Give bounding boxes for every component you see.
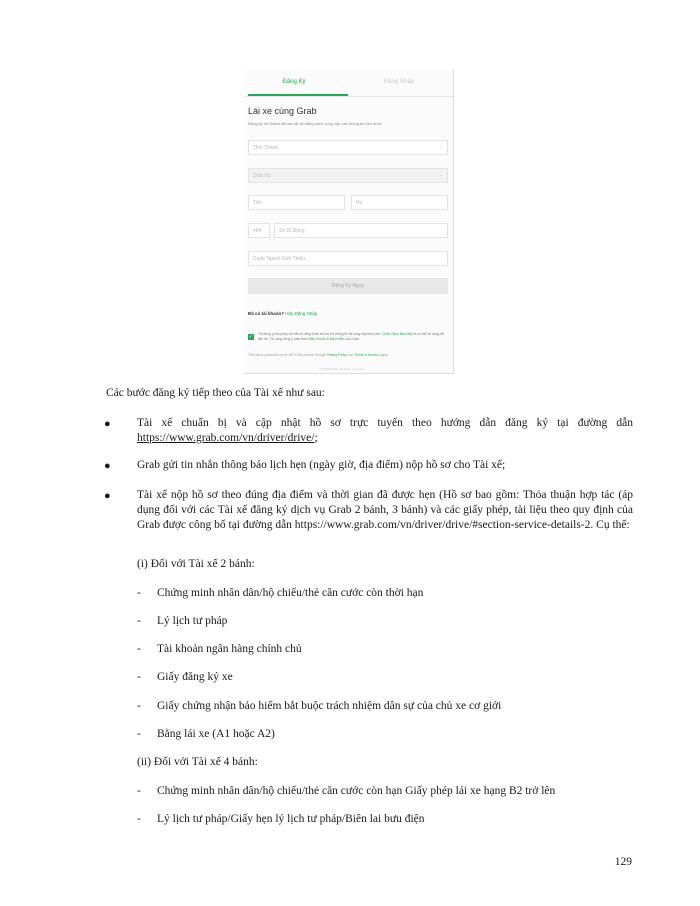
referral-placeholder: Code Người Giới Thiệu: [253, 256, 306, 262]
step-3: Tài xế nộp hồ sơ theo đúng địa điểm và thời gian đã được hẹn (Hồ sơ bao gồm: Thỏa thuận hợp tác (áp dụng đối với các Tài xế đăng ký dịch vụ Grab 2 bánh, 3 bánh) và các giấy phép, tài liệu theo quy định của Grab được công bố tại đường dẫn https://www.grab.com/vn/driver/drive/#section-service-details-2. Cụ thể:: [137, 489, 633, 531]
list-item: Giấy chứng nhận bảo hiểm bắt buộc trách nhiệm dân sự của chủ xe cơ giới: [157, 700, 502, 712]
dash-icon: -: [137, 587, 141, 599]
tab-login[interactable]: Đăng Nhập: [383, 79, 415, 85]
consent-text: [258, 332, 446, 342]
list-item: Chứng minh nhân dân/hộ chiếu/thẻ căn cước còn hạn Giấy phép lái xe hạng B2 trở lên: [157, 785, 556, 797]
dash-icon: -: [137, 813, 141, 825]
country-code-field[interactable]: [248, 223, 270, 238]
service-placeholder: Dịch Vụ: [253, 173, 271, 179]
dash-icon: -: [137, 785, 141, 797]
list-item: Chứng minh nhân dân/hộ chiếu/thẻ căn cước còn thời hạn: [157, 587, 424, 599]
google-tos-link[interactable]: Terms of Service: [354, 353, 379, 357]
active-tab-indicator: [248, 94, 348, 96]
bullet-icon: ●: [104, 460, 111, 472]
step-2: Grab gửi tin nhắn thông báo lịch hẹn (ngày giờ, địa điểm) nộp hồ sơ cho Tài xế;: [137, 459, 506, 471]
chevron-down-icon: ⌄: [438, 172, 443, 178]
list-item: Lý lịch tư pháp: [157, 615, 228, 627]
terms-pre: This site is protected by reCAPTCHA and the Google: [248, 353, 326, 357]
dash-icon: -: [137, 671, 141, 683]
dash-icon: -: [137, 728, 141, 740]
driver-link[interactable]: https://www.grab.com/vn/driver/drive/: [137, 431, 315, 444]
country-code: +84: [253, 228, 262, 234]
step-1-text: Tài xế chuẩn bị và cập nhật hồ sơ trực tuyến theo hướng dẫn đăng ký tại đường dẫn: [137, 417, 633, 429]
referral-code-input[interactable]: [248, 251, 448, 266]
form-title: Lái xe cùng Grab: [248, 106, 317, 116]
terms-link[interactable]: Điều Khoản & Điều Kiện: [308, 337, 345, 341]
list-item: Bằng lái xe (A1 hoặc A2): [157, 728, 275, 740]
tab-register[interactable]: Đăng Ký: [282, 79, 306, 85]
terms-post: apply.: [379, 353, 389, 357]
section-4-wheel: (ii) Đối với Tài xế 4 bánh:: [137, 756, 258, 768]
privacy-policy-link[interactable]: Chính Sách Bảo Mật: [381, 332, 412, 336]
phone-input[interactable]: [274, 223, 448, 238]
first-name-input[interactable]: [248, 195, 345, 210]
consent-post: của Grab.: [345, 337, 360, 341]
dash-icon: -: [137, 643, 141, 655]
recaptcha-notice: [248, 353, 448, 357]
dash-icon: -: [137, 700, 141, 712]
page-number: 129: [614, 856, 632, 868]
bullet-icon: ●: [104, 490, 111, 502]
section-2-wheel: (i) Đối với Tài xế 2 bánh:: [137, 558, 255, 570]
step-1: [137, 416, 633, 446]
list-item: Giấy đăng ký xe: [157, 671, 233, 683]
grab-registration-screenshot: [244, 70, 454, 374]
login-prompt: [248, 311, 317, 316]
province-placeholder: Tỉnh Thành: [253, 145, 279, 151]
have-account-text: Đã có tài khoản?: [248, 311, 285, 316]
register-button[interactable]: Đăng Ký Ngay: [248, 278, 448, 294]
bullet-icon: ●: [104, 418, 111, 430]
last-name-placeholder: Họ: [356, 200, 363, 206]
form-subtitle: Đăng ký trở thành đối tác tài xế bằng cách cung cấp các thông tin bên dưới: [248, 121, 382, 126]
intro-text: Các bước đăng ký tiếp theo của Tài xế như sau:: [106, 387, 325, 399]
chevron-down-icon: ⌄: [438, 144, 443, 150]
last-name-input[interactable]: [351, 195, 448, 210]
consent-pre: Tôi đồng ý cho phép và hiểu rõ rằng Grab sẽ lưu trữ thông tin tôi cung cấp theo như: [258, 332, 381, 336]
list-item: Lý lịch tư pháp/Giấy hẹn lý lịch tư pháp/Biên lai bưu điện: [157, 813, 425, 825]
list-item: Tài khoản ngân hàng chính chủ: [157, 643, 302, 655]
login-link[interactable]: Hãy Đăng Nhập: [285, 311, 318, 316]
province-select[interactable]: [248, 140, 448, 155]
consent-mid: và có thể sử dụng để liên hệ. Tôi cũng đồng ý tuân theo: [258, 332, 444, 341]
google-privacy-link[interactable]: Privacy Policy: [326, 353, 347, 357]
phone-placeholder: Số Di Động: [279, 228, 305, 234]
footer-copyright: © GRAB 2019. All rights reserved: [319, 367, 364, 371]
terms-and: and: [347, 353, 354, 357]
service-select[interactable]: [248, 168, 448, 183]
form-tabs: [244, 70, 453, 97]
first-name-placeholder: Tên: [253, 200, 262, 206]
dash-icon: -: [137, 615, 141, 627]
step-1-end: ;: [314, 431, 318, 444]
consent-checkbox[interactable]: ✓: [248, 334, 254, 340]
